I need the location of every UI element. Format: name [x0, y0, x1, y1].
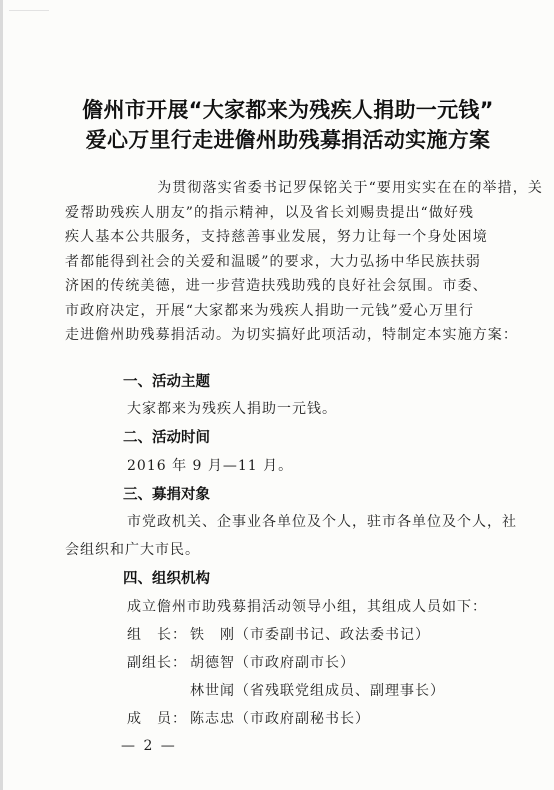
intro-line: 济困的传统美德，进一步营造扶残助残的良好社会氛围。市委、: [65, 278, 488, 294]
intro-line: 疾人基本公共服务，支持慈善事业发展，努力让每一个身处困境: [65, 229, 488, 245]
section-heading-organization: 四、组织机构: [123, 571, 210, 587]
member-role: 副组长：: [127, 655, 187, 671]
intro-line: 走进儋州助残募捐活动。为切实搞好此项活动，特制定本实施方案：: [65, 327, 518, 343]
member-person: 铁 刚（市委副书记、政法委书记）: [190, 627, 430, 643]
member-person: 胡德智（市政府副市长）: [190, 655, 355, 671]
member-role: 组 长：: [127, 627, 187, 643]
section-heading-time: 二、活动时间: [123, 430, 210, 446]
section-heading-theme: 一、活动主题: [123, 374, 210, 390]
section-body-donors-line-2: 会组织和广大市民。: [65, 542, 200, 558]
intro-line: 为贯彻落实省委书记罗保铭关于“要用实实在在的举措，关: [127, 180, 543, 196]
member-role: 成 员：: [127, 711, 187, 727]
member-person: 陈志忠（市政府副秘书长）: [190, 711, 370, 727]
scan-edge-mark: [9, 0, 49, 11]
section-body-time: 2016 年 9 月—11 月。: [127, 458, 294, 474]
intro-line: 爱帮助残疾人朋友”的指示精神，以及省长刘赐贵提出“做好残: [65, 204, 475, 221]
intro-line: 市政府决定，开展“大家都来为残疾人捐助一元钱”爱心万里行: [65, 302, 475, 319]
page-number: — 2 —: [121, 738, 177, 754]
document-title-line-2: 爱心万里行走进儋州助残募捐活动实施方案: [85, 128, 491, 152]
section-heading-donors: 三、募捐对象: [123, 487, 210, 503]
member-person: 林世闻（省残联党组成员、副理事长）: [190, 683, 445, 699]
section-body-theme: 大家都来为残疾人捐助一元钱。: [127, 401, 337, 417]
document-title-line-1: 儋州市开展“大家都来为残疾人捐助一元钱”: [82, 98, 494, 122]
intro-paragraph: [65, 176, 543, 348]
section-body-donors-line-1: 市党政机关、企事业各单位及个人，驻市各单位及个人，社: [127, 514, 517, 530]
section-body-organization: 成立儋州市助残募捐活动领导小组，其组成人员如下：: [127, 599, 487, 615]
intro-line: 者都能得到社会的关爱和温暖”的要求，大力弘扬中华民族扶弱: [65, 253, 481, 270]
